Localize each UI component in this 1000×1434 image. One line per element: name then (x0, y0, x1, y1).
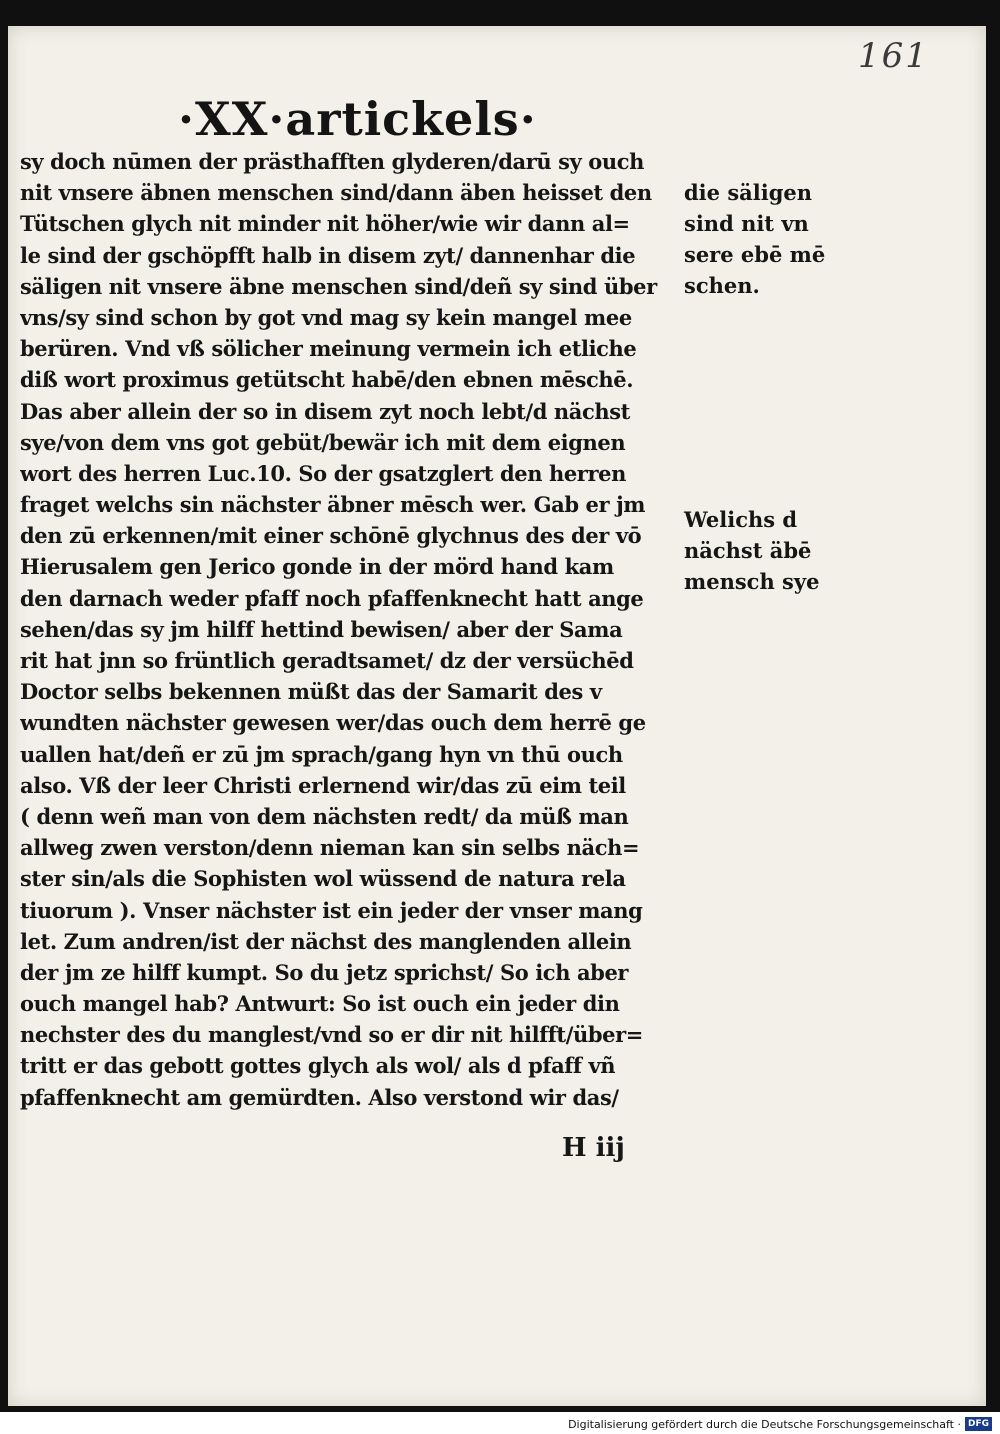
marginal-line: sind nit vn (684, 211, 809, 236)
text-line: pfaffenknecht am gemürdten. Also verstond wir das/ (20, 1084, 619, 1110)
text-line: den zū erkennen/mit einer schōnē glychnus des der vō (20, 523, 642, 549)
credit-text: Digitalisierung gefördert durch die Deutsche Forschungsgemeinschaft · (568, 1417, 961, 1431)
text-line: nechster des du manglest/vnd so er dir nit hilfft/über= (20, 1022, 643, 1048)
text-line: tiuorum ). Vnser nächster ist ein jeder der vnser mang (20, 897, 643, 923)
marginal-line: Welichs d (684, 507, 798, 532)
text-line: sehen/das sy jm hilff hettind bewisen/ aber der Sama (20, 616, 623, 642)
marginal-line: schen. (684, 273, 760, 298)
marginal-line: die säligen (684, 180, 813, 205)
text-line: der jm ze hilff kumpt. So du jetz sprichst/ So ich aber (20, 959, 629, 985)
marginal-note-nachst (684, 504, 819, 597)
text-line: wundten nächster gewesen wer/das ouch dem herrē ge (20, 710, 646, 736)
marginal-line: mensch sye (684, 569, 820, 594)
marginal-line: nächst äbē (684, 538, 812, 563)
text-line: sye/von dem vns got gebüt/bewär ich mit dem eignen (20, 429, 626, 455)
folio-number: 161 (858, 36, 929, 76)
text-line: wort des herren Luc.10. So der gsatzglert den herren (20, 460, 626, 486)
marginal-line: sere ebē mē (684, 242, 826, 267)
text-line: also. Vß der leer Christi erlernend wir/das zū eim teil (20, 772, 626, 798)
text-line: diß wort proximus getütscht habē/den ebnen mēschē. (20, 367, 634, 393)
text-line: let. Zum andren/ist der nächst des manglenden allein (20, 928, 632, 954)
text-line: Doctor selbs bekennen müßt das der Samarit des v (20, 679, 602, 705)
text-line: sy doch nūmen der prästhafften glyderen/darū sy ouch (20, 149, 645, 174)
marginal-note-saligen (684, 177, 825, 301)
text-line: rit hat jnn so früntlich geradtsamet/ dz der versüchēd (20, 648, 634, 673)
body-text (20, 146, 684, 1113)
signature-mark: H iij (562, 1133, 625, 1163)
text-line: allweg zwen verston/denn nieman kan sin selbs näch= (20, 835, 640, 861)
text-line: Tütschen glych nit minder nit höher/wie wir dann al= (20, 211, 630, 237)
digitization-credit (568, 1416, 992, 1432)
page-heading: ·XX·artickels· (178, 92, 537, 146)
text-line: nit vnsere äbnen menschen sind/dann äben heisset den (20, 180, 652, 206)
text-line: fraget welchs sin nächster äbner mēsch wer. Gab er jm (20, 492, 646, 518)
text-line: tritt er das gebott gottes glych als wol/ als d pfaff vñ (20, 1053, 616, 1079)
text-line: den darnach weder pfaff noch pfaffenknecht hatt ange (20, 585, 644, 611)
text-line: berüren. Vnd vß sölicher meinung vermein ich etliche (20, 336, 637, 362)
text-line: säligen nit vnsere äbne menschen sind/deñ sy sind über (20, 273, 657, 299)
text-line: Hierusalem gen Jerico gonde in der mörd hand kam (20, 554, 614, 580)
text-line: ouch mangel hab? Antwurt: So ist ouch ein jeder din (20, 991, 620, 1017)
text-line: ( denn weñ man von dem nächsten redt/ da müß man (20, 803, 629, 829)
dfg-logo: DFG (965, 1417, 992, 1431)
text-line: ster sin/als die Sophisten wol wüssend de natura rela (20, 866, 626, 892)
text-line: le sind der gschöpfft halb in disem zyt/ dannenhar die (20, 242, 636, 268)
text-line: uallen hat/deñ er zū jm sprach/gang hyn vn thū ouch (20, 741, 623, 767)
text-line: Das aber allein der so in disem zyt noch lebt/d nächst (20, 398, 630, 424)
text-line: vns/sy sind schon by got vnd mag sy kein mangel mee (20, 304, 632, 330)
